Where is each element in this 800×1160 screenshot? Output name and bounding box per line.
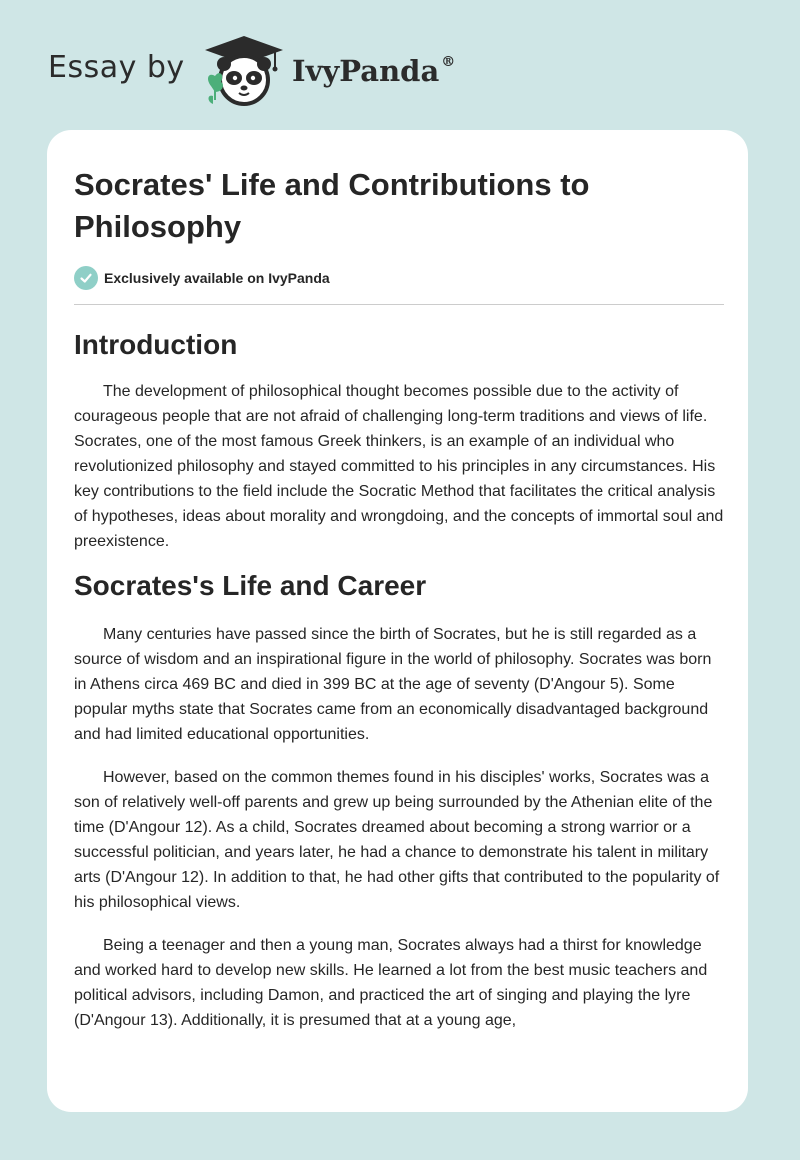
brand-name[interactable]	[292, 54, 455, 88]
exclusive-notice	[74, 264, 724, 292]
section-heading-introduction: Introduction	[74, 329, 238, 360]
exclusive-label: Exclusively available on IvyPanda	[104, 270, 330, 286]
paragraph: Many centuries have passed since the birth of Socrates, but he is still regarded as a source of wisdom and an inspirational figure in the world of philosophy. Socrates was born in Athens circa 469 BC and died in 399 BC at the age of seventy (D'Angour 5). Some popular myths state that Socrates came from an economically disadvantaged background and had limited educational opportunities.	[74, 626, 712, 743]
registered-mark: ®	[441, 54, 456, 71]
paragraph: The development of philosophical thought becomes possible due to the activity of courageous people that are not afraid of challenging long-term traditions and views of life. Socrates, one of the most famous Greek thinkers, is an example of an individual who revolutionized philosophy and stayed committed to his principles in any circumstances. His key contributions to the field include the Socratic Method that facilitates the critical analysis of hypotheses, ideas about morality and wrongdoing, and the concepts of immortal soul and preexistence.	[74, 383, 724, 550]
brand-text: IvyPanda	[292, 54, 440, 88]
check-icon	[74, 266, 98, 290]
divider	[74, 304, 724, 305]
site-header	[0, 0, 800, 130]
essay-content	[74, 164, 724, 1033]
essay-card	[47, 130, 748, 1112]
essay-title: Socrates' Life and Contributions to Philosophy	[74, 167, 590, 244]
section-heading-life-career: Socrates's Life and Career	[74, 570, 427, 601]
essay-by-label: Essay by	[48, 50, 185, 85]
paragraph: Being a teenager and then a young man, Socrates always had a thirst for knowledge and worked hard to develop new skills. He learned a lot from the best music teachers and political advisors, including Damon, and practiced the art of singing and playing the lyre (D'Angour 13). Additionally, it is presumed that at a young age,	[74, 937, 708, 1029]
paragraph: However, based on the common themes found in his disciples' works, Socrates was a son of relatively well-off parents and grew up being surrounded by the Athenian elite of the time (D'Angour 12). As a child, Socrates dreamed about becoming a strong warrior or a successful politician, and years later, he had a chance to demonstrate his talent in military arts (D'Angour 12). In addition to that, he had other gifts that contributed to the popularity of his philosophical views.	[74, 769, 720, 911]
panda-graduate-icon[interactable]	[203, 34, 285, 110]
